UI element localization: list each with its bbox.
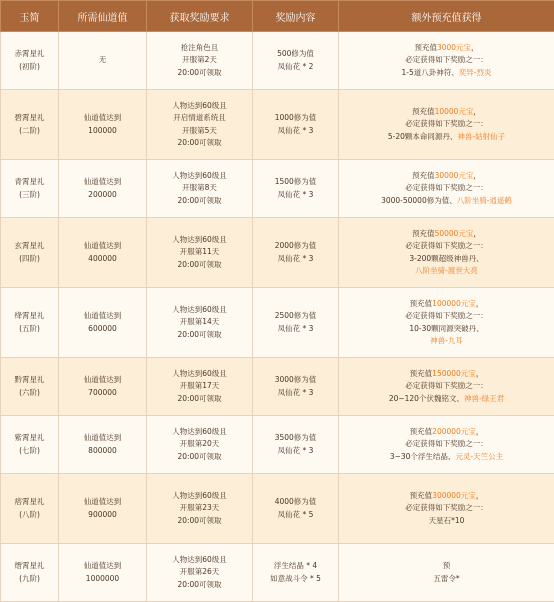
extra-text: 20~120个伏魏铭文、 — [389, 394, 464, 403]
required-value-cell-line: 600000 — [61, 323, 144, 336]
extra-line — [341, 368, 552, 381]
reward-cell — [253, 474, 339, 544]
jade-name-cell — [1, 32, 59, 90]
extra-text: 预充值 — [412, 171, 435, 180]
requirement-cell-line: 开服第14天 — [149, 316, 250, 329]
extra-line — [341, 335, 552, 348]
extra-highlight: 300000元宝 — [432, 491, 476, 500]
extra-tail: ， — [476, 427, 484, 436]
required-value-cell-line: 仙道值达到 — [61, 496, 144, 509]
required-value-cell — [59, 218, 147, 288]
reward-cell-line: 凤仙花 * 5 — [255, 509, 336, 522]
extra-text: 预 — [443, 561, 451, 570]
requirement-cell-line: 人物达到60级且 — [149, 490, 250, 503]
extra-reward-cell — [339, 32, 554, 90]
requirement-cell-line: 人物达到60级且 — [149, 426, 250, 439]
extra-reward-cell — [339, 358, 554, 416]
requirement-cell-line: 20:00可领取 — [149, 329, 250, 342]
jade-name-cell — [1, 358, 59, 416]
reward-cell-line: 凤仙花 * 3 — [255, 445, 336, 458]
extra-text: 3-200颗超级神兽丹、 — [409, 254, 483, 263]
header-extra: 额外预充值获得 — [339, 1, 554, 32]
header-reward: 奖励内容 — [253, 1, 339, 32]
extra-text: 预充值 — [414, 43, 437, 52]
header-jade: 玉简 — [1, 1, 59, 32]
requirement-cell — [147, 288, 253, 358]
extra-line — [341, 265, 552, 278]
reward-cell — [253, 544, 339, 602]
reward-cell-line: 凤仙花 * 3 — [255, 125, 336, 138]
requirement-cell-line: 20:00可领取 — [149, 259, 250, 272]
jade-tier: (五阶) — [3, 323, 56, 336]
required-value-cell-line: 无 — [61, 54, 144, 67]
requirement-cell — [147, 90, 253, 160]
required-value-cell-line: 900000 — [61, 509, 144, 522]
requirement-cell-line: 人物达到60级且 — [149, 304, 250, 317]
header-value: 所需仙道值 — [59, 1, 147, 32]
extra-highlight: 150000元宝 — [432, 369, 476, 378]
extra-highlight: 50000元宝 — [435, 229, 474, 238]
extra-line — [341, 170, 552, 183]
extra-line — [341, 253, 552, 266]
requirement-cell-line: 人物达到60级且 — [149, 554, 250, 567]
reward-cell-line: 2000修为值 — [255, 240, 336, 253]
jade-name-cell — [1, 474, 59, 544]
jade-name-cell — [1, 160, 59, 218]
table-row — [1, 90, 554, 160]
extra-line — [341, 502, 552, 515]
reward-cell-line: 浮生结晶 * 4 — [255, 560, 336, 573]
requirement-cell-line: 20:00可领取 — [149, 195, 250, 208]
requirement-cell-line: 人物达到60级且 — [149, 170, 250, 183]
extra-text: 必定获得如下奖励之一： — [405, 119, 488, 128]
required-value-cell — [59, 416, 147, 474]
reward-cell-line: 凤仙花 * 3 — [255, 253, 336, 266]
requirement-cell-line: 20:00可领取 — [149, 451, 250, 464]
requirement-cell-line: 开服第23天 — [149, 502, 250, 515]
extra-reward-cell — [339, 160, 554, 218]
extra-text: 必定获得如下奖励之一： — [405, 439, 488, 448]
header-requirement: 获取奖励要求 — [147, 1, 253, 32]
extra-line — [341, 310, 552, 323]
requirement-cell-line: 开服第26天 — [149, 566, 250, 579]
extra-highlight: 3000元宝 — [437, 43, 471, 52]
extra-tail: ， — [473, 171, 481, 180]
jade-tier: (六阶) — [3, 387, 56, 400]
extra-text: 五雷令* — [433, 574, 459, 583]
requirement-cell — [147, 358, 253, 416]
extra-tail: ， — [473, 107, 481, 116]
jade-name-cell — [1, 544, 59, 602]
reward-cell-line: 凤仙花 * 3 — [255, 189, 336, 202]
extra-highlight: 30000元宝 — [435, 171, 474, 180]
extra-highlight: 八阶坐骑-逍遥鹤 — [457, 196, 512, 205]
extra-line — [341, 393, 552, 406]
table-row — [1, 160, 554, 218]
requirement-cell-line: 开服第17天 — [149, 380, 250, 393]
extra-text: 必定获得如下奖励之一： — [405, 55, 488, 64]
jade-name: 玄霄星礼 — [3, 240, 56, 253]
extra-highlight: 神兽-九耳 — [430, 336, 463, 345]
required-value-cell — [59, 474, 147, 544]
extra-text: 必定获得如下奖励之一： — [405, 183, 488, 192]
requirement-cell-line: 20:00可领取 — [149, 515, 250, 528]
extra-text: 1-5道八卦神符、 — [402, 68, 459, 77]
jade-name: 青霄星礼 — [3, 176, 56, 189]
jade-tier: (二阶) — [3, 125, 56, 138]
required-value-cell-line: 仙道值达到 — [61, 176, 144, 189]
required-value-cell — [59, 358, 147, 416]
table-row — [1, 416, 554, 474]
extra-text: 预充值 — [410, 491, 433, 500]
required-value-cell-line: 1000000 — [61, 573, 144, 586]
table-row — [1, 218, 554, 288]
jade-name: 缙霄星礼 — [3, 560, 56, 573]
required-value-cell-line: 仙道值达到 — [61, 560, 144, 573]
extra-reward-cell — [339, 90, 554, 160]
extra-reward-cell — [339, 218, 554, 288]
extra-text: 必定获得如下奖励之一： — [405, 311, 488, 320]
extra-line — [341, 182, 552, 195]
jade-name: 紫霄星礼 — [3, 432, 56, 445]
requirement-cell — [147, 218, 253, 288]
header-row — [1, 1, 554, 32]
extra-line — [341, 560, 552, 573]
required-value-cell-line: 仙道值达到 — [61, 112, 144, 125]
extra-reward-cell — [339, 416, 554, 474]
requirement-cell-line: 开服第5天 — [149, 125, 250, 138]
reward-cell — [253, 358, 339, 416]
reward-cell — [253, 90, 339, 160]
extra-line — [341, 131, 552, 144]
reward-cell-line: 3000修为值 — [255, 374, 336, 387]
required-value-cell-line: 800000 — [61, 445, 144, 458]
reward-cell-line: 1500修为值 — [255, 176, 336, 189]
extra-text: 10-30颗同源突破丹、 — [409, 324, 483, 333]
jade-name: 黔霄星礼 — [3, 374, 56, 387]
extra-text: 3~30个浮生结晶、 — [390, 452, 456, 461]
extra-line — [341, 118, 552, 131]
extra-highlight: 200000元宝 — [432, 427, 476, 436]
reward-cell — [253, 32, 339, 90]
reward-cell-line: 4000修为值 — [255, 496, 336, 509]
requirement-cell-line: 20:00可领取 — [149, 579, 250, 592]
requirement-cell-line: 人物达到60级且 — [149, 234, 250, 247]
extra-text: 必定获得如下奖励之一： — [405, 381, 488, 390]
extra-highlight: 奕异-烈炎 — [459, 68, 492, 77]
requirement-cell-line: 抢注角色且 — [149, 42, 250, 55]
requirement-cell-line: 开启情道系统且 — [149, 112, 250, 125]
requirement-cell-line: 人物达到60级且 — [149, 100, 250, 113]
extra-line — [341, 240, 552, 253]
jade-name-cell — [1, 416, 59, 474]
required-value-cell-line: 100000 — [61, 125, 144, 138]
extra-highlight: 神兽-绿王君 — [464, 394, 504, 403]
requirement-cell — [147, 474, 253, 544]
extra-text: 预充值 — [410, 299, 433, 308]
reward-cell-line: 1000修为值 — [255, 112, 336, 125]
requirement-cell — [147, 32, 253, 90]
requirement-cell — [147, 544, 253, 602]
extra-highlight: 神兽-姑射仙子 — [457, 132, 505, 141]
reward-cell-line: 凤仙花 * 3 — [255, 323, 336, 336]
required-value-cell-line: 仙道值达到 — [61, 374, 144, 387]
jade-name: 痞霄星礼 — [3, 496, 56, 509]
required-value-cell-line: 仙道值达到 — [61, 432, 144, 445]
extra-line — [341, 490, 552, 503]
extra-line — [341, 195, 552, 208]
extra-line — [341, 298, 552, 311]
extra-text: 3000-50000修为值、 — [381, 196, 457, 205]
required-value-cell-line: 仙道值达到 — [61, 310, 144, 323]
extra-line — [341, 42, 552, 55]
extra-text: 必定获得如下奖励之一： — [405, 503, 488, 512]
requirement-cell — [147, 416, 253, 474]
jade-name: 赤霄星礼 — [3, 48, 56, 61]
extra-highlight: 100000元宝 — [432, 299, 476, 308]
jade-tier: (九阶) — [3, 573, 56, 586]
reward-cell — [253, 288, 339, 358]
extra-highlight: 10000元宝 — [435, 107, 474, 116]
requirement-cell — [147, 160, 253, 218]
extra-line — [341, 426, 552, 439]
reward-cell-line: 2500修为值 — [255, 310, 336, 323]
requirement-cell-line: 20:00可领取 — [149, 137, 250, 150]
reward-cell — [253, 416, 339, 474]
requirement-cell-line: 20:00可领取 — [149, 67, 250, 80]
required-value-cell-line: 200000 — [61, 189, 144, 202]
reward-cell-line: 如意战斗令 * 5 — [255, 573, 336, 586]
requirement-cell-line: 人物达到60级且 — [149, 368, 250, 381]
required-value-cell-line: 400000 — [61, 253, 144, 266]
requirement-cell-line: 开服第8天 — [149, 182, 250, 195]
jade-name: 碧霄星礼 — [3, 112, 56, 125]
extra-line — [341, 54, 552, 67]
jade-name-cell — [1, 90, 59, 160]
jade-tier: (四阶) — [3, 253, 56, 266]
extra-line — [341, 380, 552, 393]
extra-text: 预充值 — [410, 427, 433, 436]
jade-tier: (七阶) — [3, 445, 56, 458]
table-row — [1, 358, 554, 416]
extra-highlight: 八阶坐骑-渡世大亮 — [415, 266, 478, 275]
jade-name-cell — [1, 218, 59, 288]
extra-text: 5-20颗本命同源丹、 — [388, 132, 458, 141]
reward-cell-line: 凤仙花 * 3 — [255, 387, 336, 400]
extra-text: 预充值 — [412, 107, 435, 116]
extra-line — [341, 438, 552, 451]
extra-tail: ， — [476, 369, 484, 378]
table-row — [1, 288, 554, 358]
extra-line — [341, 573, 552, 586]
extra-line — [341, 106, 552, 119]
requirement-cell-line: 开服第11天 — [149, 246, 250, 259]
extra-line — [341, 323, 552, 336]
table-row — [1, 32, 554, 90]
extra-highlight: 元灵-天竺公主 — [455, 452, 503, 461]
required-value-cell-line: 700000 — [61, 387, 144, 400]
reward-cell-line: 凤仙花 * 2 — [255, 61, 336, 74]
required-value-cell — [59, 90, 147, 160]
extra-tail: ， — [476, 299, 484, 308]
jade-tier: (三阶) — [3, 189, 56, 202]
required-value-cell-line: 仙道值达到 — [61, 240, 144, 253]
extra-tail: ， — [473, 229, 481, 238]
jade-tier: (初阶) — [3, 61, 56, 74]
table-row — [1, 544, 554, 602]
requirement-cell-line: 开服第2天 — [149, 54, 250, 67]
extra-tail: ， — [471, 43, 479, 52]
jade-name: 绛霄星礼 — [3, 310, 56, 323]
extra-reward-cell — [339, 288, 554, 358]
extra-text: 必定获得如下奖励之一： — [405, 241, 488, 250]
extra-reward-cell — [339, 474, 554, 544]
extra-reward-cell — [339, 544, 554, 602]
extra-line — [341, 67, 552, 80]
required-value-cell — [59, 544, 147, 602]
jade-name-cell — [1, 288, 59, 358]
required-value-cell — [59, 288, 147, 358]
reward-cell-line: 3500修为值 — [255, 432, 336, 445]
extra-tail: ， — [476, 491, 484, 500]
extra-text: 预充值 — [412, 229, 435, 238]
extra-line — [341, 451, 552, 464]
extra-line — [341, 515, 552, 528]
required-value-cell — [59, 32, 147, 90]
requirement-cell-line: 开服第20天 — [149, 438, 250, 451]
extra-text: 预充值 — [410, 369, 433, 378]
extra-line — [341, 228, 552, 241]
reward-cell — [253, 160, 339, 218]
jade-tier: (八阶) — [3, 509, 56, 522]
reward-cell — [253, 218, 339, 288]
table-row — [1, 474, 554, 544]
required-value-cell — [59, 160, 147, 218]
requirement-cell-line: 20:00可领取 — [149, 393, 250, 406]
extra-text: 天星石*10 — [429, 516, 465, 525]
reward-cell-line: 500修为值 — [255, 48, 336, 61]
